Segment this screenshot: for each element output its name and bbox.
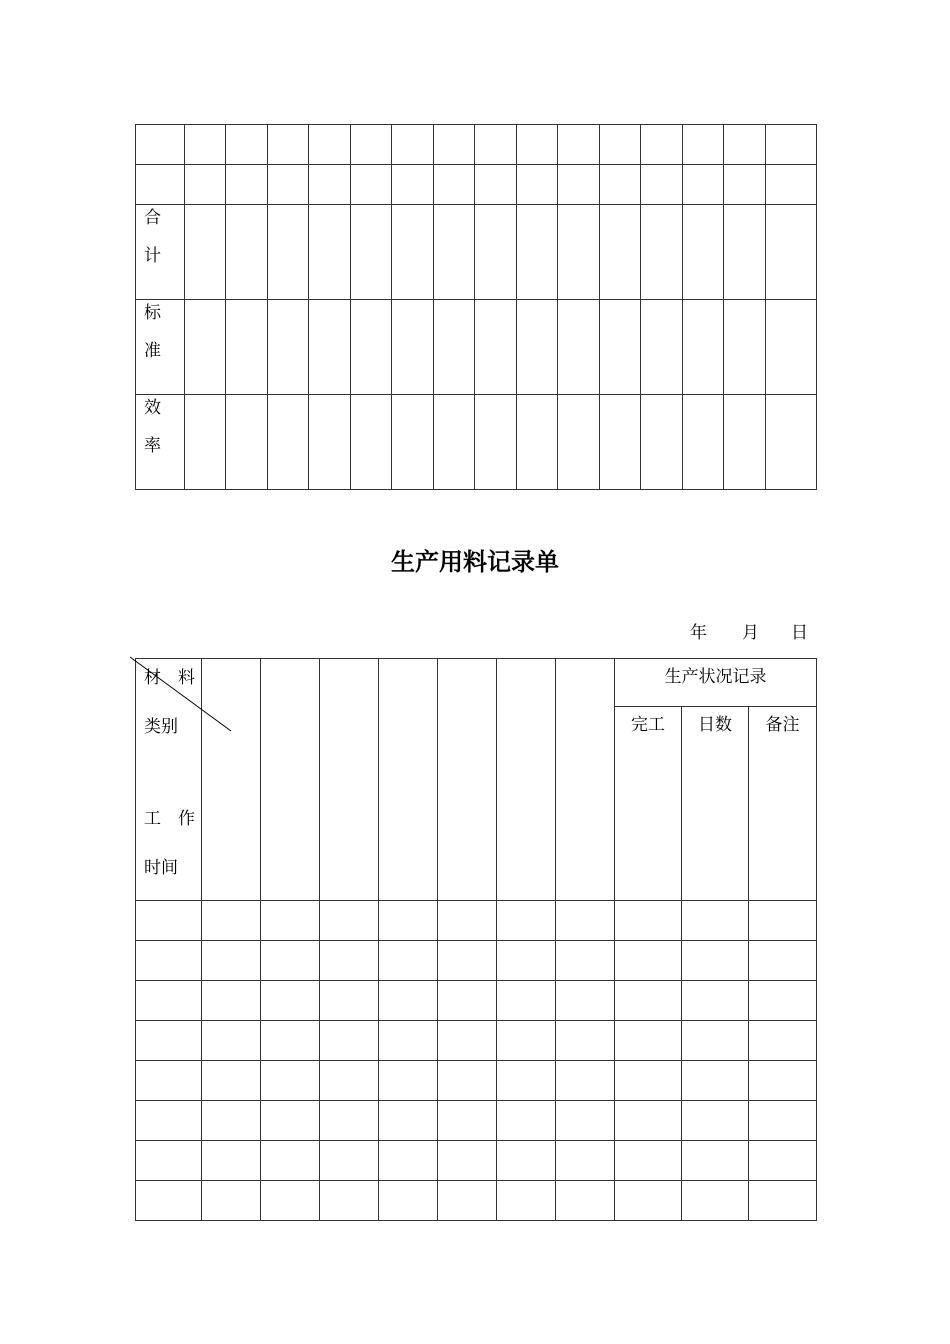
remarks-column-header: 备注	[749, 707, 817, 901]
table-row	[136, 1061, 817, 1101]
completed-column-header: 完工	[615, 707, 682, 901]
year-label: 年	[690, 623, 707, 643]
top-table	[135, 124, 817, 490]
category-label: 类别	[144, 717, 178, 737]
material-label: 材 料	[144, 668, 195, 688]
table-row	[136, 1181, 817, 1221]
corner-header-cell	[136, 659, 202, 901]
material-record-table	[135, 658, 817, 1221]
table-row	[136, 1141, 817, 1181]
day-label: 日	[791, 623, 808, 643]
table-row	[136, 901, 817, 941]
table-row-total	[136, 205, 817, 300]
table-row	[136, 165, 817, 205]
days-column-header: 日数	[682, 707, 749, 901]
standard-label: 标 准	[136, 300, 185, 395]
table-row-efficiency	[136, 395, 817, 490]
page-title: 生产用料记录单	[391, 548, 559, 576]
table-row	[136, 125, 817, 165]
table-row	[136, 1021, 817, 1061]
status-record-header: 生产状况记录	[615, 659, 817, 707]
work-label: 工 作	[144, 809, 195, 829]
time-label: 时间	[144, 858, 178, 878]
header-row	[136, 659, 817, 707]
table-row-standard	[136, 300, 817, 395]
efficiency-label: 效 率	[136, 395, 185, 490]
total-label: 合 计	[136, 205, 185, 300]
month-label: 月	[742, 623, 759, 643]
table-row	[136, 1101, 817, 1141]
table-row	[136, 981, 817, 1021]
table-row	[136, 941, 817, 981]
